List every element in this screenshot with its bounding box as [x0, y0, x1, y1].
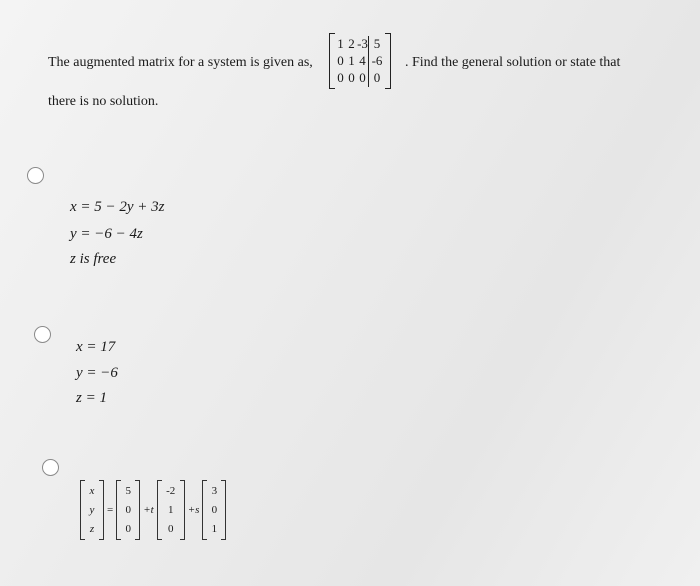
- option-b-line-2: y = −6: [76, 365, 118, 381]
- matrix-cell: 2: [348, 36, 355, 51]
- vector-entry: z: [89, 522, 95, 535]
- option-a-radio[interactable]: [27, 167, 44, 184]
- vector-entry: y: [89, 503, 95, 516]
- question-text-end: . Find the general solution or state that: [405, 55, 621, 70]
- option-c-radio[interactable]: [42, 459, 59, 476]
- matrix-cell: 4: [359, 53, 366, 68]
- matrix-cell: -3: [357, 36, 368, 51]
- plus-t: +t: [143, 504, 154, 516]
- vector-column: [85, 482, 99, 539]
- vector-bracket-right: [99, 480, 104, 540]
- vector-entry: x: [89, 484, 95, 497]
- option-a-line-1: x = 5 − 2y + 3z: [70, 199, 165, 215]
- vector-column: [162, 482, 180, 539]
- option-b-line-1: x = 17: [76, 339, 116, 355]
- matrix-cell: 5: [373, 36, 381, 51]
- vector-bracket-right: [135, 480, 140, 540]
- vector-bracket-right: [221, 480, 226, 540]
- option-a-line-2: y = −6 − 4z: [70, 226, 143, 242]
- vector-bracket-right: [180, 480, 185, 540]
- matrix-cell: 0: [337, 70, 344, 85]
- question-text-line2: there is no solution.: [48, 94, 159, 109]
- matrix-grid: [335, 36, 385, 87]
- matrix-cell: -6: [371, 53, 383, 68]
- vector-entry: 1: [211, 522, 218, 535]
- vector-entry: 0: [211, 503, 218, 516]
- vector-entry: 1: [167, 503, 174, 516]
- plus-s: +s: [187, 504, 200, 516]
- matrix-cell: 1: [348, 53, 355, 68]
- matrix-cell: 0: [337, 53, 344, 68]
- option-c-vector-equation: [80, 480, 226, 540]
- vector-entry: 0: [125, 503, 131, 516]
- vector-entry: -2: [166, 484, 176, 497]
- vector-entry: 0: [125, 522, 131, 535]
- vector-particular: [116, 480, 140, 540]
- matrix-cell: 1: [337, 36, 344, 51]
- question-text-start: The augmented matrix for a system is given as,: [48, 55, 313, 70]
- matrix-cell: 0: [348, 70, 355, 85]
- option-b-line-3: z = 1: [76, 390, 107, 406]
- vector-xyz: [80, 480, 104, 540]
- vector-t: [157, 480, 185, 540]
- matrix-right-bracket: [385, 33, 391, 89]
- augmented-matrix: [329, 33, 391, 89]
- vector-s: [202, 480, 226, 540]
- option-a-line-3: z is free: [70, 251, 117, 267]
- option-b-radio[interactable]: [34, 326, 51, 343]
- vector-entry: 0: [167, 522, 174, 535]
- equals-sign: =: [107, 504, 114, 516]
- matrix-cell: 0: [359, 70, 366, 85]
- vector-column: [121, 482, 135, 539]
- vector-entry: 5: [125, 484, 131, 497]
- vector-entry: 3: [211, 484, 218, 497]
- vector-column: [207, 482, 221, 539]
- matrix-cell: 0: [373, 70, 381, 85]
